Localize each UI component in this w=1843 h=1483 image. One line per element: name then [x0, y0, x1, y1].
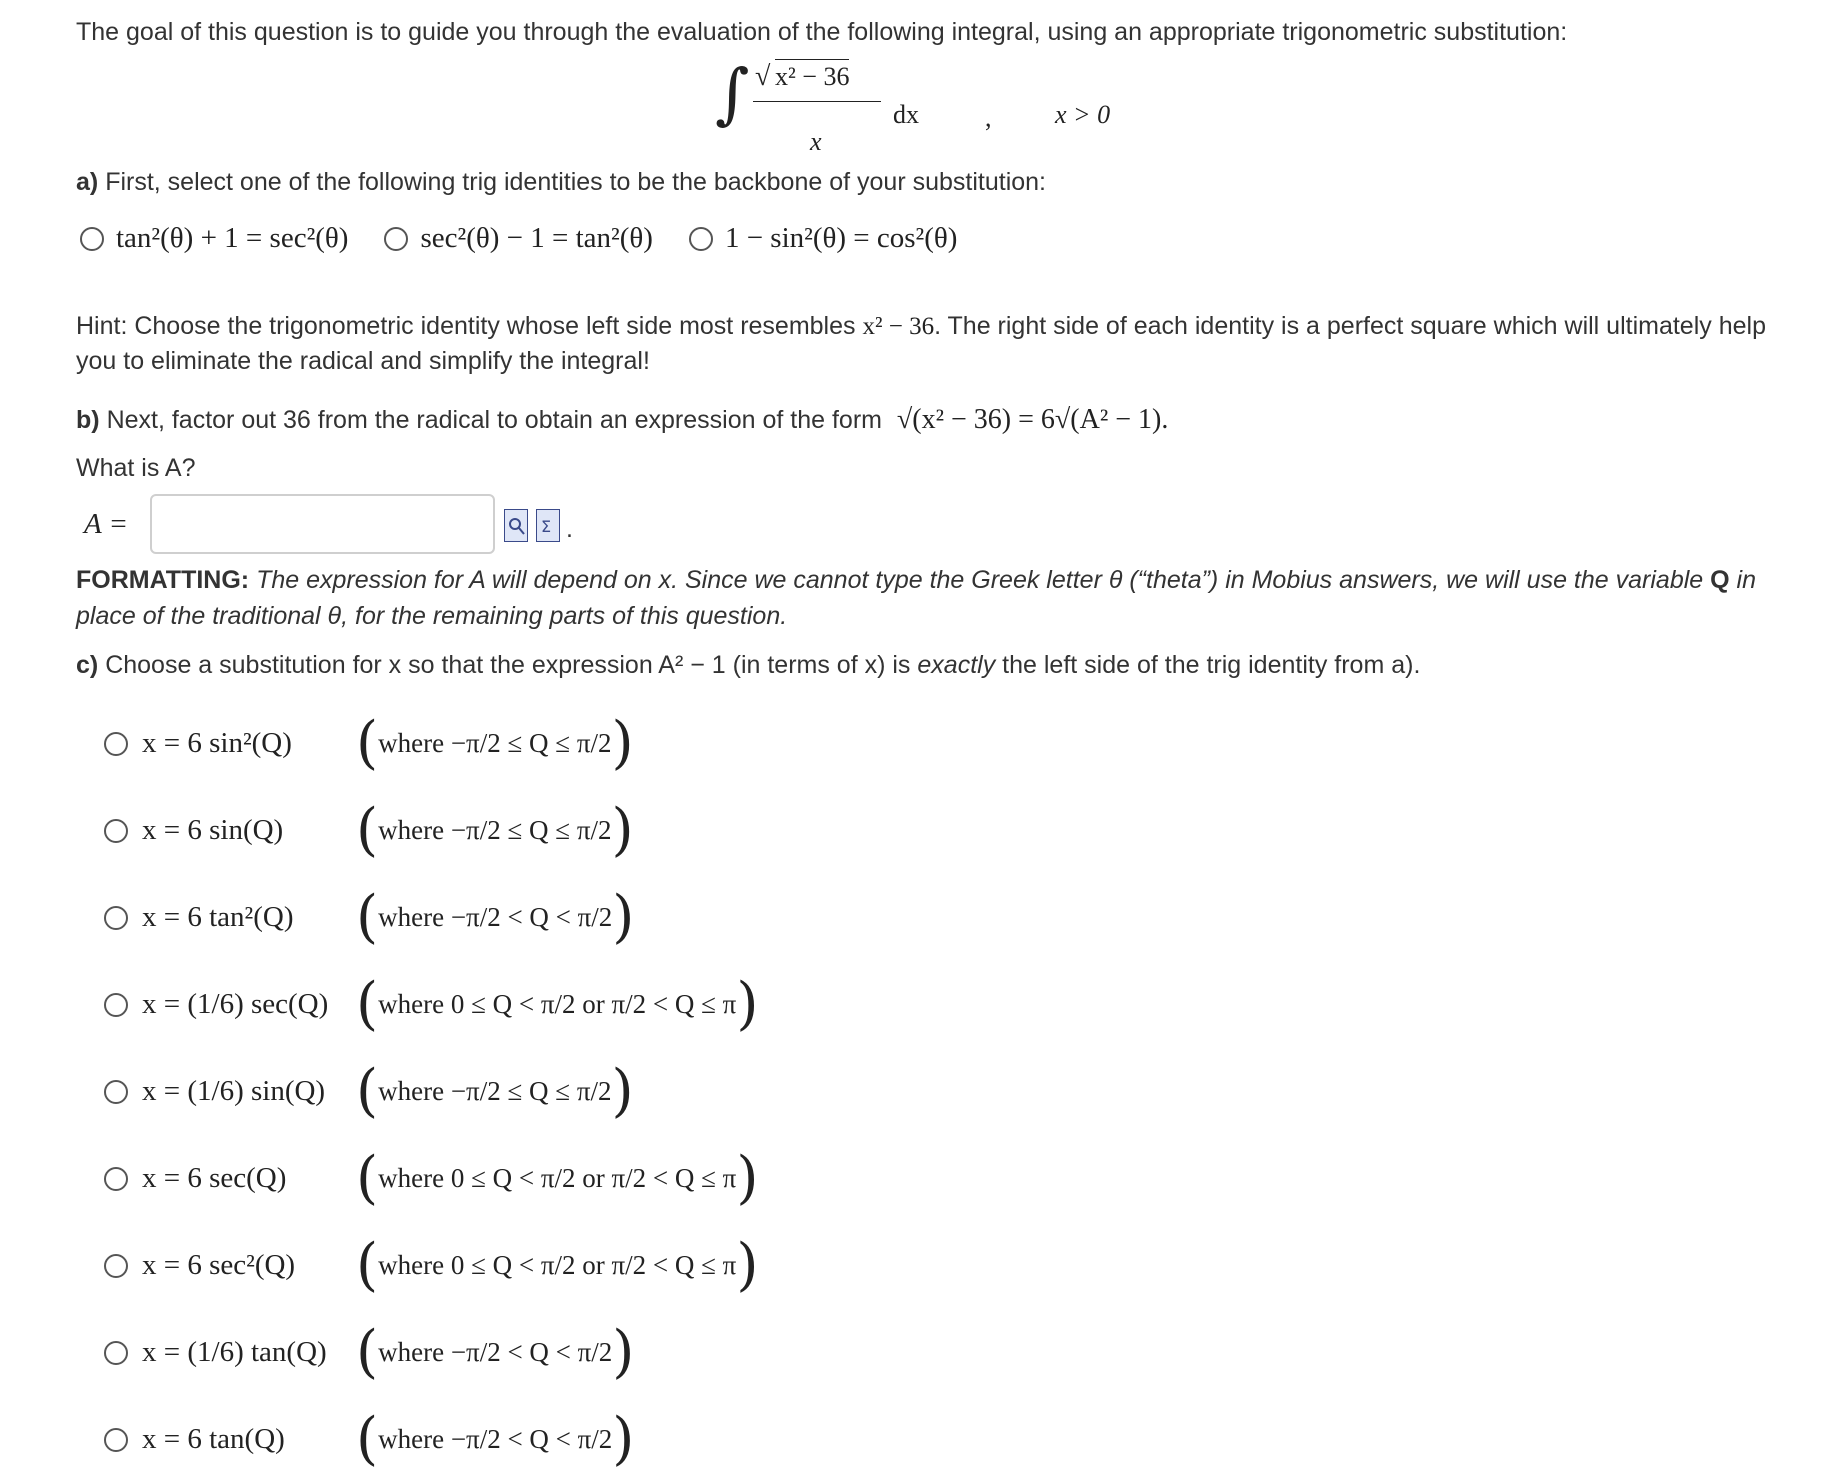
part-a-prompt: a) First, select one of the following trig identities to be the backbone of your substitution: [76, 168, 1046, 196]
part-a-options [80, 222, 957, 255]
integral-numerator: x² − 36 [775, 59, 849, 92]
integral-differential: dx [893, 100, 919, 129]
svg-text:Σ: Σ [541, 517, 552, 536]
substitution-option[interactable]: x = (1/6) sin(Q) ( where −π/2 ≤ Q ≤ π/2 ) [104, 1048, 1004, 1135]
integral-denominator: x [810, 127, 822, 156]
formatting-line-1: FORMATTING: The expression for A will depend on x. Since we cannot type the Greek letter θ (“theta”) in Mobius answers, we will use the variable Q in [76, 566, 1757, 594]
substitution-option[interactable]: x = 6 sec(Q) ( where 0 ≤ Q < π/2 or π/2 < Q ≤ π ) [104, 1135, 1004, 1222]
substitution-option[interactable]: x = 6 tan(Q) ( where −π/2 < Q < π/2 ) [104, 1396, 1004, 1483]
part-b-formula: √(x² − 36) = 6√(A² − 1). [896, 404, 1169, 435]
substitution-option[interactable]: x = 6 sin(Q) ( where −π/2 ≤ Q ≤ π/2 ) [104, 787, 1004, 874]
substitution-option[interactable]: x = (1/6) tan(Q) ( where −π/2 < Q < π/2 ) [104, 1309, 1004, 1396]
hint-line-1: Hint: Choose the trigonometric identity whose left side most resembles x² − 36. The right side of each identity is a perfect square which will ultimately help [76, 312, 1766, 340]
integral-display: ∫ √ x² − 36 x dx , x > 0 [715, 55, 1111, 156]
substitution-radio-8[interactable] [104, 1341, 128, 1365]
substitution-radio-3[interactable] [104, 906, 128, 930]
part-b-prompt: b) Next, factor out 36 from the radical to obtain an expression of the form √(x² − 36) = 6√(A² − 1). [76, 404, 1169, 435]
integral-condition: x > 0 [1055, 100, 1111, 129]
substitution-radio-9[interactable] [104, 1428, 128, 1452]
identity-radio-3[interactable] [689, 227, 713, 251]
identity-radio-1[interactable] [80, 227, 104, 251]
identity-option-1[interactable]: tan²(θ) + 1 = sec²(θ) [116, 222, 349, 254]
substitution-radio-1[interactable] [104, 732, 128, 756]
identity-option-2[interactable]: sec²(θ) − 1 = tan²(θ) [420, 222, 653, 254]
substitution-radio-4[interactable] [104, 993, 128, 1017]
part-b-question: What is A? [76, 454, 196, 482]
part-c-options [104, 700, 1004, 1483]
substitution-option[interactable]: x = (1/6) sec(Q) ( where 0 ≤ Q < π/2 or π/2 < Q ≤ π ) [104, 961, 1004, 1048]
substitution-option[interactable]: x = 6 sin²(Q) ( where −π/2 ≤ Q ≤ π/2 ) [104, 700, 1004, 787]
substitution-option[interactable]: x = 6 tan²(Q) ( where −π/2 < Q < π/2 ) [104, 874, 1004, 961]
answer-label: A = [84, 508, 129, 540]
substitution-option[interactable]: x = 6 sec²(Q) ( where 0 ≤ Q < π/2 or π/2 < Q ≤ π ) [104, 1222, 1004, 1309]
substitution-radio-7[interactable] [104, 1254, 128, 1278]
identity-radio-2[interactable] [384, 227, 408, 251]
substitution-radio-2[interactable] [104, 819, 128, 843]
preview-icon[interactable] [504, 509, 528, 542]
equation-editor-icon[interactable] [536, 509, 560, 542]
intro-text: The goal of this question is to guide you through the evaluation of the following integral, using an appropriate trigonometric substitution: [76, 18, 1568, 46]
part-c-prompt: c) Choose a substitution for x so that the expression A² − 1 (in terms of x) is exactly the left side of the trig identity from a). [76, 651, 1421, 679]
answer-input[interactable] [150, 494, 495, 554]
substitution-radio-6[interactable] [104, 1167, 128, 1191]
identity-option-3[interactable]: 1 − sin²(θ) = cos²(θ) [724, 222, 958, 254]
substitution-radio-5[interactable] [104, 1080, 128, 1104]
hint-line-2: you to eliminate the radical and simplify the integral! [76, 347, 650, 375]
formatting-line-2: place of the traditional θ, for the remaining parts of this question. [76, 602, 788, 630]
integral-separator: , [985, 103, 992, 132]
